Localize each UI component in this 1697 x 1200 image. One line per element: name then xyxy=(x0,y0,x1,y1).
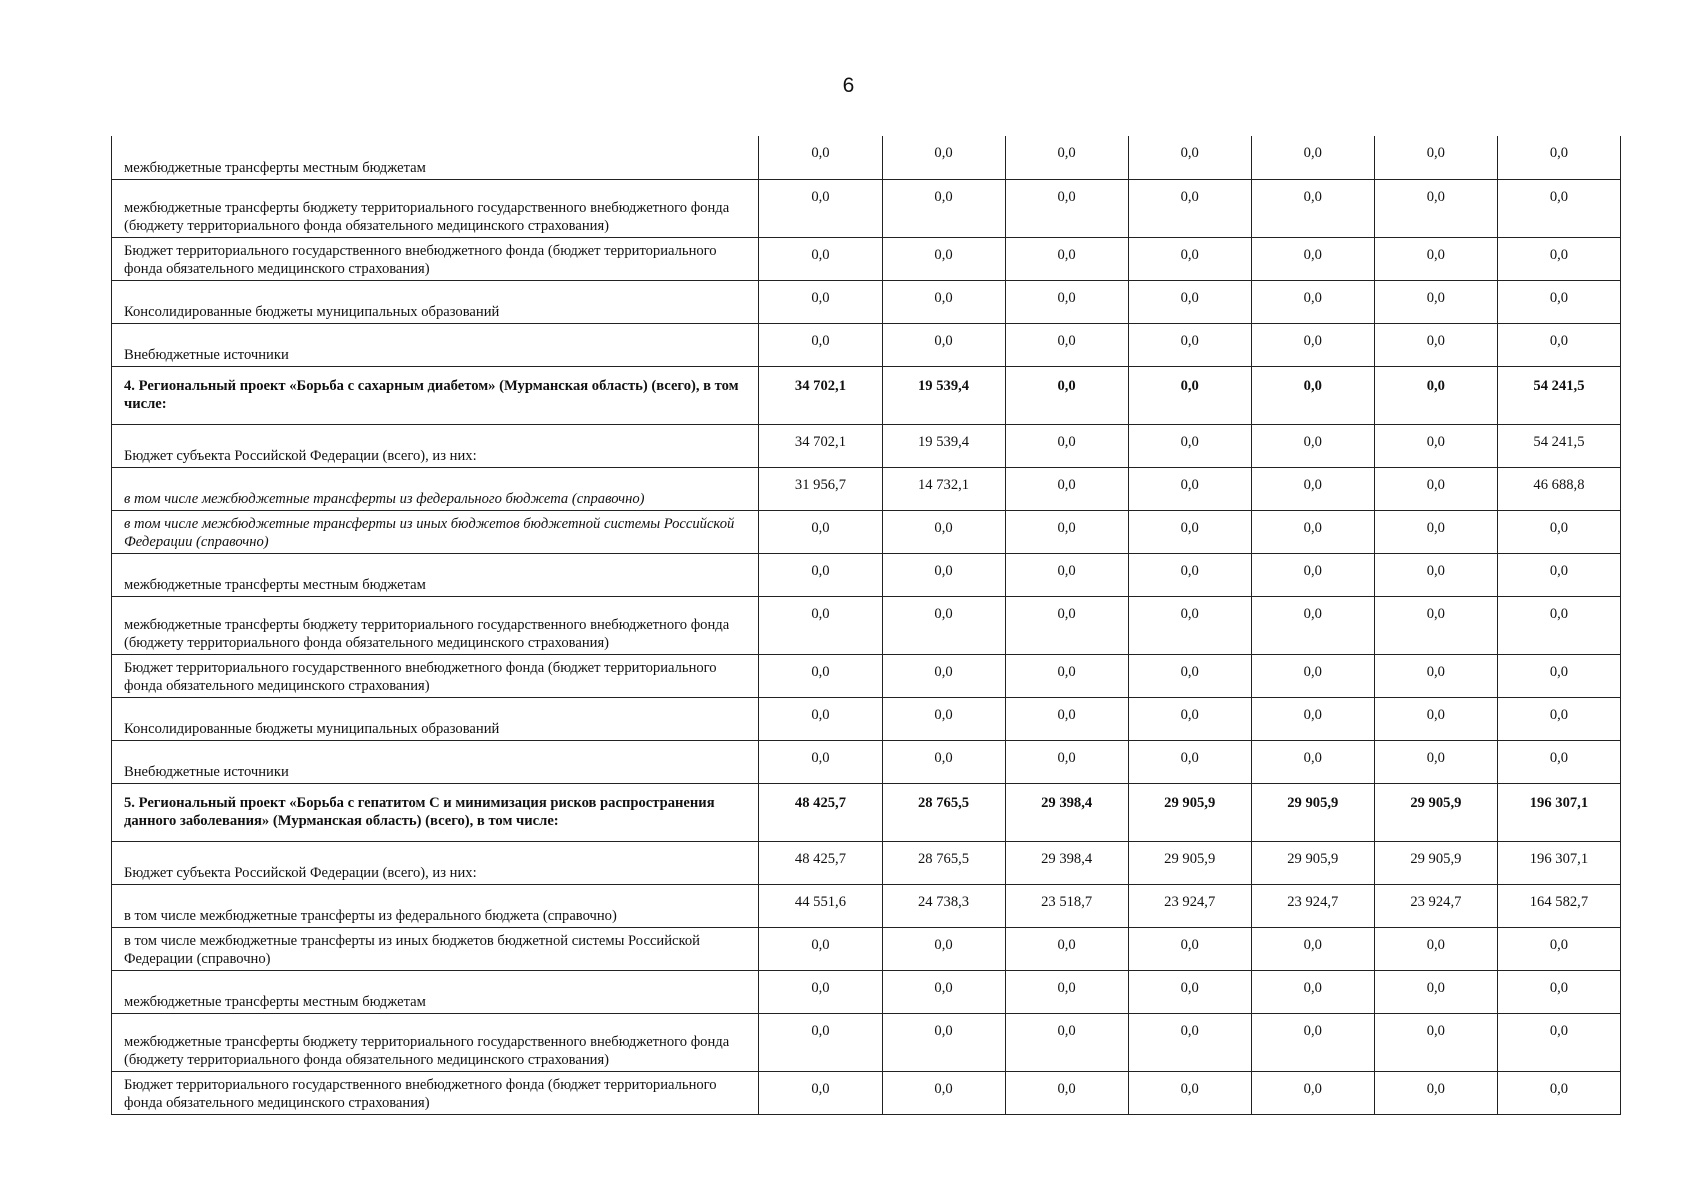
row-value: 0,0 xyxy=(1005,927,1128,970)
row-value: 0,0 xyxy=(1128,553,1251,596)
row-value: 0,0 xyxy=(1374,927,1497,970)
row-value: 0,0 xyxy=(882,323,1005,366)
table-row xyxy=(112,884,1621,927)
row-value: 54 241,5 xyxy=(1497,366,1620,424)
row-value: 29 905,9 xyxy=(1374,841,1497,884)
row-value: 0,0 xyxy=(1497,323,1620,366)
row-value: 0,0 xyxy=(759,596,882,654)
row-value: 0,0 xyxy=(1005,467,1128,510)
row-value: 0,0 xyxy=(759,654,882,697)
row-label: в том числе межбюджетные трансферты из федерального бюджета (справочно) xyxy=(112,884,759,927)
row-value: 29 398,4 xyxy=(1005,783,1128,841)
row-value: 0,0 xyxy=(1128,740,1251,783)
row-value: 0,0 xyxy=(1005,553,1128,596)
row-label: межбюджетные трансферты бюджету территориального государственного внебюджетного фонда (бюджету территориального фонда обязательного медицинского страхования) xyxy=(112,596,759,654)
row-label: Консолидированные бюджеты муниципальных образований xyxy=(112,280,759,323)
budget-table xyxy=(111,136,1621,1115)
row-value: 0,0 xyxy=(1128,237,1251,280)
row-value: 0,0 xyxy=(882,1013,1005,1071)
row-value: 0,0 xyxy=(1005,740,1128,783)
row-value: 0,0 xyxy=(1497,596,1620,654)
row-value: 31 956,7 xyxy=(759,467,882,510)
table-row xyxy=(112,740,1621,783)
table-row xyxy=(112,654,1621,697)
row-value: 23 924,7 xyxy=(1251,884,1374,927)
table-row xyxy=(112,970,1621,1013)
row-value: 0,0 xyxy=(882,237,1005,280)
row-value: 0,0 xyxy=(1128,596,1251,654)
table-row xyxy=(112,1013,1621,1071)
row-value: 0,0 xyxy=(1251,553,1374,596)
row-value: 0,0 xyxy=(1374,654,1497,697)
row-value: 0,0 xyxy=(1251,136,1374,179)
row-value: 0,0 xyxy=(759,553,882,596)
row-value: 0,0 xyxy=(1128,179,1251,237)
row-value: 0,0 xyxy=(759,510,882,553)
row-value: 0,0 xyxy=(1251,237,1374,280)
row-value: 0,0 xyxy=(1005,970,1128,1013)
row-value: 0,0 xyxy=(882,510,1005,553)
row-value: 0,0 xyxy=(1497,970,1620,1013)
row-value: 23 924,7 xyxy=(1374,884,1497,927)
row-value: 164 582,7 xyxy=(1497,884,1620,927)
row-value: 0,0 xyxy=(759,740,882,783)
row-value: 0,0 xyxy=(1128,927,1251,970)
row-value: 0,0 xyxy=(759,927,882,970)
row-value: 29 905,9 xyxy=(1251,841,1374,884)
row-value: 196 307,1 xyxy=(1497,783,1620,841)
row-value: 0,0 xyxy=(1497,237,1620,280)
row-value: 0,0 xyxy=(1251,654,1374,697)
row-value: 0,0 xyxy=(1251,424,1374,467)
row-value: 0,0 xyxy=(1005,1013,1128,1071)
row-value: 29 905,9 xyxy=(1128,841,1251,884)
row-value: 0,0 xyxy=(1251,927,1374,970)
row-value: 29 905,9 xyxy=(1128,783,1251,841)
row-value: 0,0 xyxy=(1497,136,1620,179)
row-value: 0,0 xyxy=(1374,136,1497,179)
row-value: 0,0 xyxy=(1374,553,1497,596)
table-row-project-total xyxy=(112,366,1621,424)
table-row xyxy=(112,424,1621,467)
row-value: 0,0 xyxy=(882,970,1005,1013)
row-value: 0,0 xyxy=(1374,424,1497,467)
row-label: межбюджетные трансферты местным бюджетам xyxy=(112,553,759,596)
row-value: 0,0 xyxy=(1251,1071,1374,1114)
row-value: 23 924,7 xyxy=(1128,884,1251,927)
row-value: 0,0 xyxy=(1497,510,1620,553)
row-label: межбюджетные трансферты местным бюджетам xyxy=(112,136,759,179)
budget-table-body xyxy=(112,136,1621,1114)
table-row xyxy=(112,841,1621,884)
row-value: 0,0 xyxy=(1005,596,1128,654)
row-label: в том числе межбюджетные трансферты из иных бюджетов бюджетной системы Российской Федерации (справочно) xyxy=(112,510,759,553)
table-row xyxy=(112,467,1621,510)
table-row xyxy=(112,136,1621,179)
table-row xyxy=(112,179,1621,237)
table-row xyxy=(112,323,1621,366)
row-label: Бюджет территориального государственного внебюджетного фонда (бюджет территориального фонда обязательного медицинского страхования) xyxy=(112,1071,759,1114)
row-value: 0,0 xyxy=(1374,596,1497,654)
row-label: межбюджетные трансферты местным бюджетам xyxy=(112,970,759,1013)
row-value: 0,0 xyxy=(1374,1013,1497,1071)
row-value: 0,0 xyxy=(1128,510,1251,553)
row-value: 0,0 xyxy=(1251,596,1374,654)
row-label: Бюджет территориального государственного внебюджетного фонда (бюджет территориального фонда обязательного медицинского страхования) xyxy=(112,237,759,280)
row-value: 0,0 xyxy=(1128,697,1251,740)
row-value: 0,0 xyxy=(1005,179,1128,237)
row-value: 0,0 xyxy=(1005,280,1128,323)
table-row xyxy=(112,1071,1621,1114)
row-value: 0,0 xyxy=(1251,467,1374,510)
row-value: 0,0 xyxy=(882,553,1005,596)
row-value: 0,0 xyxy=(1497,697,1620,740)
row-value: 0,0 xyxy=(759,280,882,323)
row-value: 0,0 xyxy=(1251,510,1374,553)
row-value: 0,0 xyxy=(882,740,1005,783)
row-value: 0,0 xyxy=(759,1013,882,1071)
row-value: 0,0 xyxy=(1374,740,1497,783)
table-row xyxy=(112,596,1621,654)
row-value: 29 905,9 xyxy=(1251,783,1374,841)
table-row-project-total xyxy=(112,783,1621,841)
row-value: 54 241,5 xyxy=(1497,424,1620,467)
row-value: 0,0 xyxy=(1251,970,1374,1013)
row-value: 0,0 xyxy=(759,1071,882,1114)
row-value: 0,0 xyxy=(759,697,882,740)
row-value: 0,0 xyxy=(1128,1071,1251,1114)
row-value: 34 702,1 xyxy=(759,366,882,424)
row-label: в том числе межбюджетные трансферты из федерального бюджета (справочно) xyxy=(112,467,759,510)
row-value: 0,0 xyxy=(1374,970,1497,1013)
row-value: 0,0 xyxy=(1497,1013,1620,1071)
row-value: 0,0 xyxy=(1005,1071,1128,1114)
row-label: в том числе межбюджетные трансферты из иных бюджетов бюджетной системы Российской Федерации (справочно) xyxy=(112,927,759,970)
row-value: 0,0 xyxy=(1497,927,1620,970)
row-value: 0,0 xyxy=(882,927,1005,970)
row-label: Консолидированные бюджеты муниципальных образований xyxy=(112,697,759,740)
row-value: 0,0 xyxy=(1251,323,1374,366)
row-value: 0,0 xyxy=(759,323,882,366)
table-row xyxy=(112,237,1621,280)
row-value: 0,0 xyxy=(1497,654,1620,697)
row-label: Бюджет субъекта Российской Федерации (всего), из них: xyxy=(112,841,759,884)
row-label: Бюджет территориального государственного внебюджетного фонда (бюджет территориального фонда обязательного медицинского страхования) xyxy=(112,654,759,697)
table-row xyxy=(112,510,1621,553)
row-value: 29 905,9 xyxy=(1374,783,1497,841)
row-value: 0,0 xyxy=(1251,1013,1374,1071)
row-value: 14 732,1 xyxy=(882,467,1005,510)
row-value: 0,0 xyxy=(1005,424,1128,467)
row-value: 0,0 xyxy=(1251,366,1374,424)
row-label: 5. Региональный проект «Борьба с гепатитом С и минимизация рисков распространения данного заболевания» (Мурманская область) (всего), в том числе: xyxy=(112,783,759,841)
row-value: 0,0 xyxy=(882,1071,1005,1114)
row-value: 46 688,8 xyxy=(1497,467,1620,510)
row-value: 29 398,4 xyxy=(1005,841,1128,884)
row-value: 0,0 xyxy=(1374,280,1497,323)
row-value: 0,0 xyxy=(1251,179,1374,237)
row-value: 0,0 xyxy=(1374,510,1497,553)
row-value: 0,0 xyxy=(1005,323,1128,366)
row-value: 0,0 xyxy=(1005,697,1128,740)
row-value: 0,0 xyxy=(1005,510,1128,553)
row-value: 0,0 xyxy=(1374,1071,1497,1114)
row-value: 28 765,5 xyxy=(882,841,1005,884)
row-value: 0,0 xyxy=(1497,553,1620,596)
table-row xyxy=(112,927,1621,970)
table-row xyxy=(112,697,1621,740)
row-value: 19 539,4 xyxy=(882,424,1005,467)
row-value: 0,0 xyxy=(1251,697,1374,740)
row-value: 0,0 xyxy=(1128,136,1251,179)
row-value: 44 551,6 xyxy=(759,884,882,927)
row-value: 0,0 xyxy=(882,697,1005,740)
row-value: 0,0 xyxy=(759,179,882,237)
row-value: 0,0 xyxy=(1128,467,1251,510)
row-value: 34 702,1 xyxy=(759,424,882,467)
row-value: 0,0 xyxy=(882,179,1005,237)
row-value: 0,0 xyxy=(1128,424,1251,467)
row-label: Внебюджетные источники xyxy=(112,740,759,783)
row-value: 0,0 xyxy=(1374,467,1497,510)
row-value: 48 425,7 xyxy=(759,841,882,884)
row-label: межбюджетные трансферты бюджету территориального государственного внебюджетного фонда (бюджету территориального фонда обязательного медицинского страхования) xyxy=(112,1013,759,1071)
row-value: 23 518,7 xyxy=(1005,884,1128,927)
row-value: 48 425,7 xyxy=(759,783,882,841)
row-value: 0,0 xyxy=(1128,323,1251,366)
row-value: 0,0 xyxy=(1374,237,1497,280)
row-label: Бюджет субъекта Российской Федерации (всего), из них: xyxy=(112,424,759,467)
row-value: 28 765,5 xyxy=(882,783,1005,841)
row-value: 19 539,4 xyxy=(882,366,1005,424)
row-value: 0,0 xyxy=(1374,323,1497,366)
row-value: 0,0 xyxy=(1251,280,1374,323)
page-number: 6 xyxy=(842,74,855,97)
row-value: 0,0 xyxy=(1374,366,1497,424)
row-value: 0,0 xyxy=(1005,654,1128,697)
table-row xyxy=(112,553,1621,596)
row-value: 0,0 xyxy=(759,237,882,280)
row-value: 24 738,3 xyxy=(882,884,1005,927)
row-value: 196 307,1 xyxy=(1497,841,1620,884)
row-label: межбюджетные трансферты бюджету территориального государственного внебюджетного фонда (бюджету территориального фонда обязательного медицинского страхования) xyxy=(112,179,759,237)
row-value: 0,0 xyxy=(1497,179,1620,237)
row-value: 0,0 xyxy=(1128,654,1251,697)
row-value: 0,0 xyxy=(1128,280,1251,323)
row-value: 0,0 xyxy=(882,136,1005,179)
row-value: 0,0 xyxy=(759,136,882,179)
row-value: 0,0 xyxy=(1128,366,1251,424)
row-value: 0,0 xyxy=(882,280,1005,323)
row-value: 0,0 xyxy=(759,970,882,1013)
row-value: 0,0 xyxy=(1128,970,1251,1013)
row-value: 0,0 xyxy=(1005,366,1128,424)
row-value: 0,0 xyxy=(882,596,1005,654)
row-value: 0,0 xyxy=(1374,179,1497,237)
row-value: 0,0 xyxy=(1128,1013,1251,1071)
row-value: 0,0 xyxy=(1005,136,1128,179)
row-label: 4. Региональный проект «Борьба с сахарным диабетом» (Мурманская область) (всего), в том числе: xyxy=(112,366,759,424)
row-value: 0,0 xyxy=(1251,740,1374,783)
row-value: 0,0 xyxy=(1497,280,1620,323)
table-row xyxy=(112,280,1621,323)
row-value: 0,0 xyxy=(1005,237,1128,280)
row-value: 0,0 xyxy=(1374,697,1497,740)
row-value: 0,0 xyxy=(1497,740,1620,783)
row-label: Внебюджетные источники xyxy=(112,323,759,366)
row-value: 0,0 xyxy=(1497,1071,1620,1114)
row-value: 0,0 xyxy=(882,654,1005,697)
